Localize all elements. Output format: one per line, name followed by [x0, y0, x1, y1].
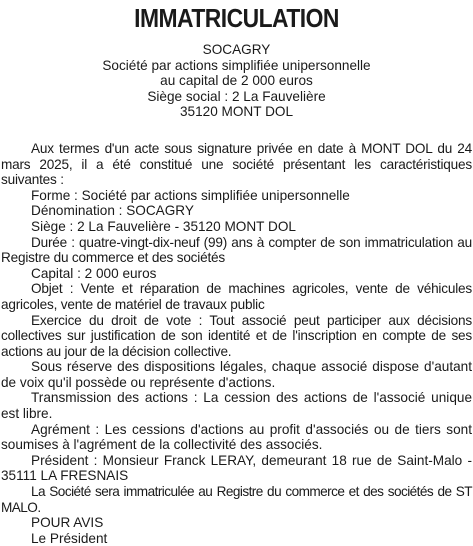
paragraph-signature: Le Président: [31, 530, 108, 546]
paragraph-transfer: Transmission des actions : La cession des actions de l'associé unique est libre.: [1, 390, 472, 422]
notice-title: IMMATRICULATION: [134, 3, 339, 33]
paragraph-capital: Capital : 2 000 euros: [31, 265, 157, 281]
paragraph-seat: Siège : 2 La Fauvelière - 35120 MONT DOL: [31, 218, 296, 234]
paragraph-duration: Durée : quatre-vingt-dix-neuf (99) ans à compter de son immatriculation au Registre du commerce et des sociétés: [1, 234, 472, 266]
paragraph-voting-rights: Exercice du droit de vote : Tout associé peut participer aux décisions collectives sur justification de son identité et de l'inscription en compte de ses actions au jour de la décision collective.: [1, 312, 472, 359]
paragraph-votes: Sous réserve des dispositions légales, chaque associé dispose d'autant de voix qu'il possède ou représente d'actions.: [1, 359, 472, 390]
paragraph-form: Forme : Société par actions simplifiée unipersonnelle: [31, 187, 350, 203]
paragraph-registration: La Société sera immatriculée au Registre du commerce et des sociétés de ST MALO.: [1, 484, 472, 515]
company-header: [1, 42, 472, 120]
paragraph-pour-avis: POUR AVIS: [31, 515, 104, 531]
share-capital: au capital de 2 000 euros: [160, 73, 313, 89]
legal-form: Société par actions simplifiée unipersonnelle: [102, 57, 371, 73]
paragraph-intro: Aux termes d'un acte sous signature privée en date à MONT DOL du 24 mars 2025, il a été constitué une société présentant les caractéristiques suivantes :: [1, 140, 472, 188]
paragraph-denomination: Dénomination : SOCAGRY: [31, 203, 194, 219]
notice-body: [1, 141, 472, 546]
company-name: SOCAGRY: [202, 42, 271, 57]
paragraph-approval: Agrément : Les cessions d'actions au profit d'associés ou de tiers sont soumises à l'agrément de la collectivité des associés.: [1, 421, 472, 453]
registered-office: Siège social : 2 La Fauvelière: [147, 88, 326, 104]
paragraph-purpose: Objet : Vente et réparation de machines agricoles, vente de véhicules agricoles, vente de matériel de travaux public: [1, 281, 472, 312]
office-city: 35120 MONT DOL: [179, 104, 294, 120]
paragraph-president: Président : Monsieur Franck LERAY, demeurant 18 rue de Saint-Malo - 35111 LA FRESNAIS: [1, 452, 472, 484]
